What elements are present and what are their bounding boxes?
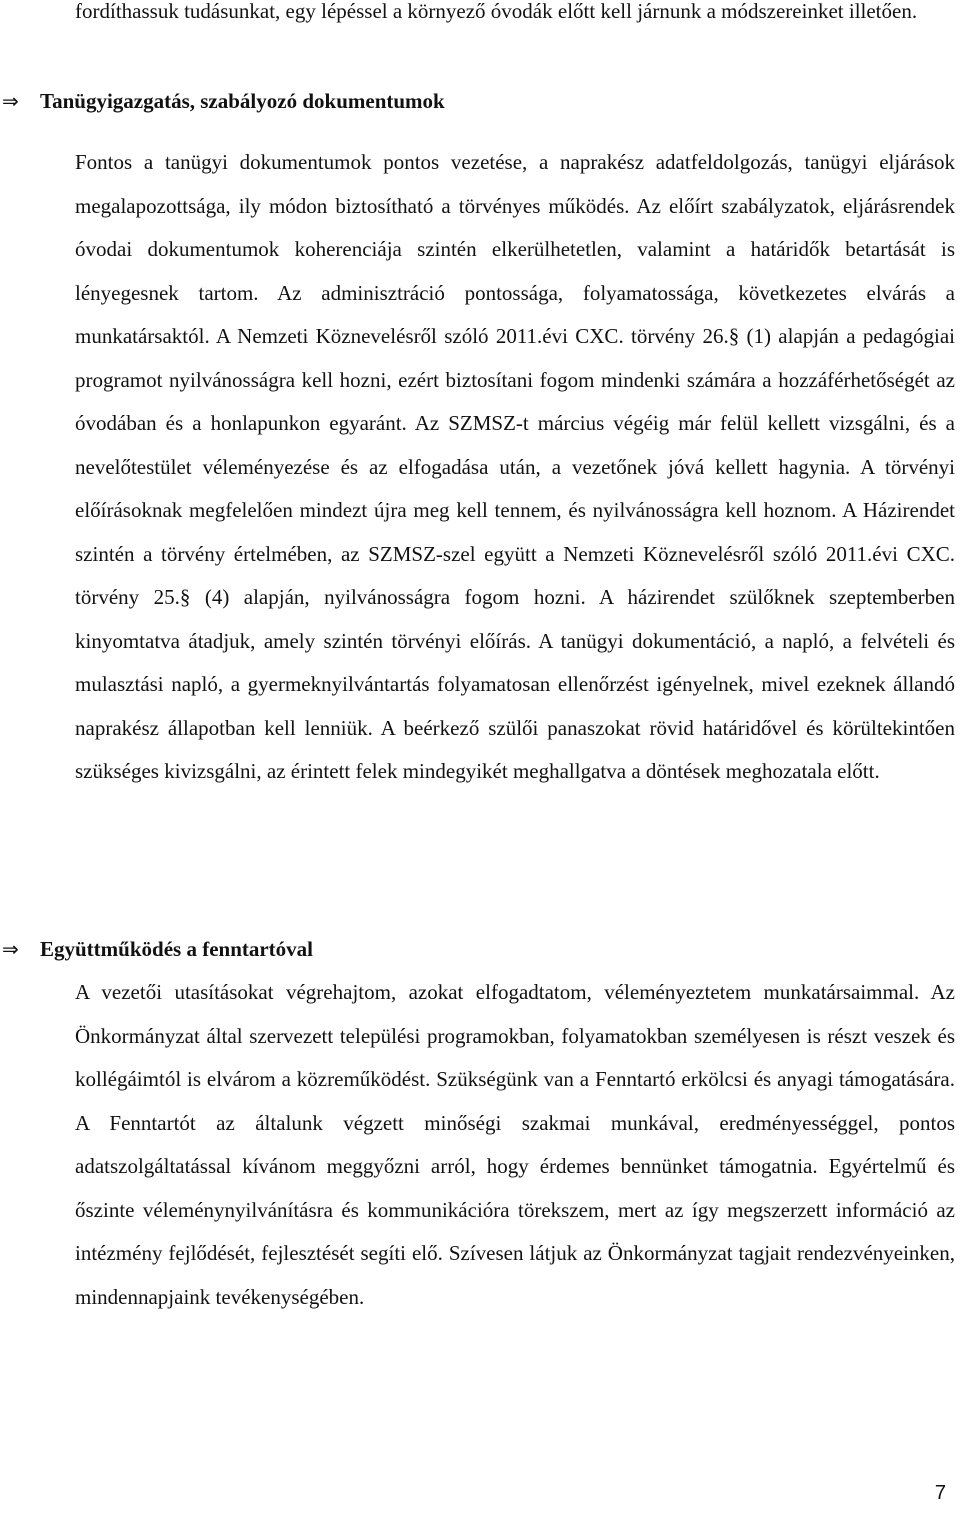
section-heading-tanugyigazgatas xyxy=(0,86,445,116)
section-body-tanugyigazgatas: Fontos a tanügyi dokumentumok pontos vezetése, a naprakész adatfeldolgozás, tanügyi eljárások megalapozottsága, ily módon biztosítható a törvényes működés. Az előírt szabályzatok, eljárásrendek óvodai dokumentumok koherenciája szintén elkerülhetetlen, valamint a határidők betartását is lényegesnek tartom. Az adminisztráció pontossága, folyamatossága, következetes elvárás a munkatársaktól. A Nemzeti Köznevelésről szóló 2011.évi CXC. törvény 26.§ (1) alapján a pedagógiai programot nyilvánosságra kell hozni, ezért biztosítani fogom mindenki számára a hozzáférhetőségét az óvodában és a honlapunkon egyaránt. Az SZMSZ-t március végéig már felül kellett vizsgálni, és a nevelőtestület véleményezése és az elfogadása után, a vezetőnek jóvá kellett hagynia. A törvényi előírásoknak megfelelően mindezt újra meg kell tennem, és nyilvánosságra kell hoznom. A Házirendet szintén a törvény értelmében, az SZMSZ-szel együtt a Nemzeti Köznevelésről szóló 2011.évi CXC. törvény 25.§ (4) alapján, nyilvánosságra fogom hozni. A házirendet szülőknek szeptemberben kinyomtatva átadjuk, amely szintén törvényi előírás. A tanügyi dokumentáció, a napló, a felvételi és mulasztási napló, a gyermeknyilvántartás folyamatosan ellenőrzést igényelnek, mivel ezeknek állandó naprakész állapotban kell lenniük. A beérkező szülői panaszokat rövid határidővel és körültekintően szükséges kivizsgálni, az érintett felek mindegyikét meghallgatva a döntések meghozatala előtt. xyxy=(75,150,955,783)
section-body-egyuttmukodes: A vezetői utasításokat végrehajtom, azokat elfogadtatom, véleményeztetem munkatársaimmal. Az Önkormányzat által szervezett települési programokban, folyamatokban személyesen is részt veszek és kollégáimtól is elvárom a közreműködést. Szükségünk van a Fenntartó erkölcsi és anyagi támogatására. A Fenntartót az általunk végzett minőségi szakmai munkával, eredményességgel, pontos adatszolgáltatással kívánom meggyőzni arról, hogy érdemes bennünket támogatnia. Egyértelmű és őszinte véleménynyilvánításra és kommunikációra törekszem, mert az így megszerzett információ az intézmény fejlődését, fejlesztését segíti elő. Szívesen látjuk az Önkormányzat tagjait rendezvényeinken, mindennapjaink tevékenységében. xyxy=(75,980,955,1309)
section-heading-text: Tanügyigazgatás, szabályozó dokumentumok xyxy=(40,89,445,113)
double-right-arrow-icon: ⇒ xyxy=(2,89,19,113)
opening-paragraph: fordíthassuk tudásunkat, egy lépéssel a környező óvodák előtt kell járnunk a módszereinket illetően. xyxy=(75,0,918,23)
double-right-arrow-icon: ⇒ xyxy=(2,937,19,961)
section-heading-egyuttmukodes xyxy=(0,934,313,964)
section-heading-text: Együttműködés a fenntartóval xyxy=(40,937,314,961)
page-number: 7 xyxy=(934,1482,946,1504)
